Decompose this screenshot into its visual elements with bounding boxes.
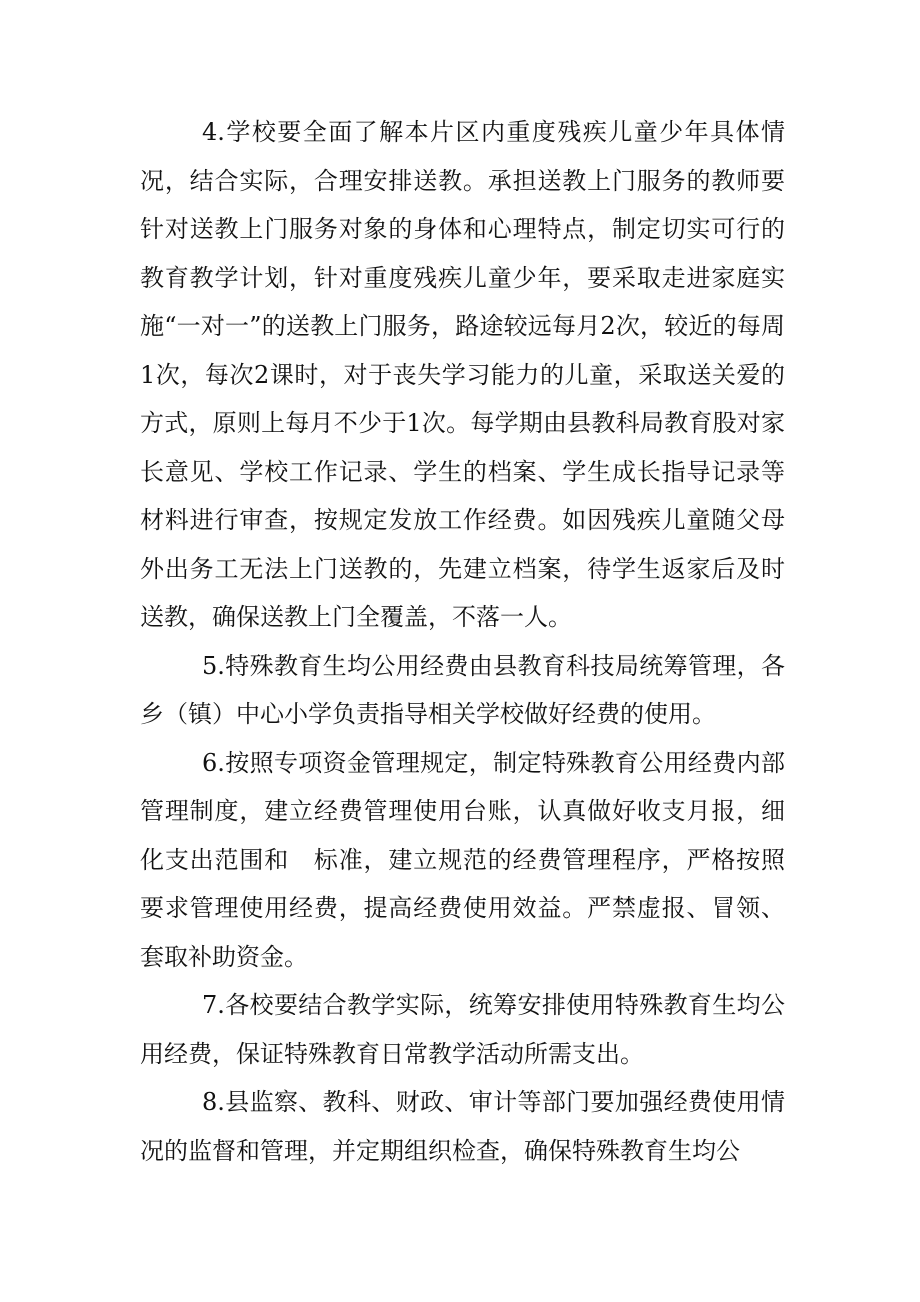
paragraph-5: 5.特殊教育生均公用经费由县教育科技局统筹管理，各乡（镇）中心小学负责指导相关学校做好经费的使用。	[140, 651, 785, 728]
paragraph-6: 6.按照专项资金管理规定，制定特殊教育公用经费内部管理制度，建立经费管理使用台账，认真做好收支月报，细化支出范围和 标准，建立规范的经费管理程序，严格按照要求管理使用经费，提高经费使用效益。严禁虚报、冒领、套取补助资金。	[140, 748, 785, 971]
document-body	[140, 108, 785, 1175]
paragraph-4: 4.学校要全面了解本片区内重度残疾儿童少年具体情况，结合实际，合理安排送教。承担送教上门服务的教师要针对送教上门服务对象的身体和心理特点，制定切实可行的教育教学计划，针对重度残疾儿童少年，要采取走进家庭实施“一对一”的送教上门服务，路途较远每月2次，较近的每周1次，每次2课时，对于丧失学习能力的儿童，采取送关爱的方式，原则上每月不少于1次。每学期由县教科局教育股对家长意见、学校工作记录、学生的档案、学生成长指导记录等材料进行审查，按规定发放工作经费。如因残疾儿童随父母外出务工无法上门送教的，先建立档案，待学生返家后及时送教，确保送教上门全覆盖，不落一人。	[140, 118, 785, 631]
paragraph-7: 7.各校要结合教学实际，统筹安排使用特殊教育生均公用经费，保证特殊教育日常教学活动所需支出。	[140, 991, 785, 1068]
paragraph-8: 8.县监察、教科、财政、审计等部门要加强经费使用情况的监督和管理，并定期组织检查，确保特殊教育生均公	[140, 1088, 785, 1165]
